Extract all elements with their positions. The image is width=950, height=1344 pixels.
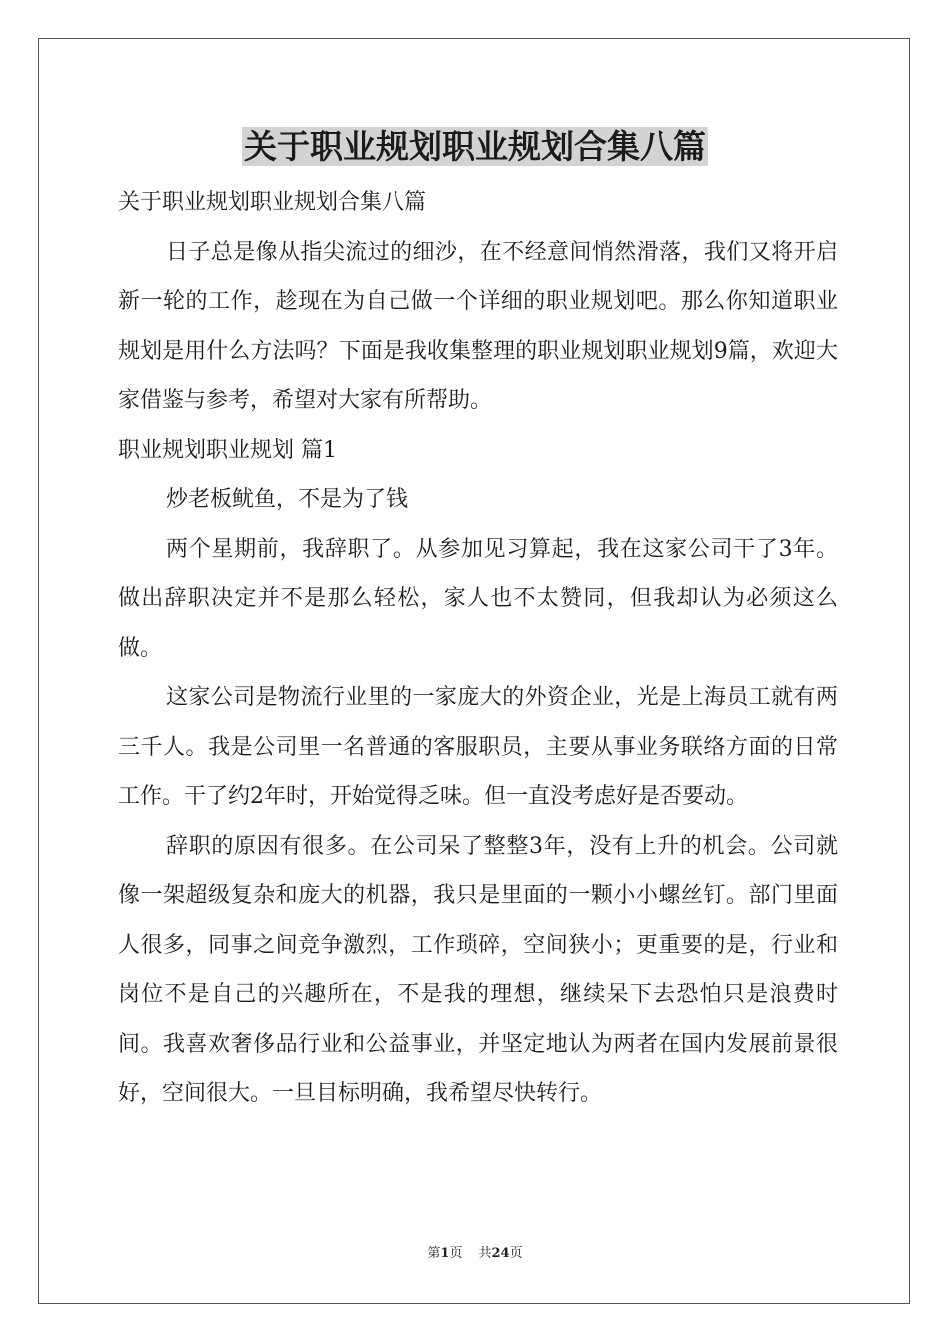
document-body [118, 178, 838, 1119]
page-number: 1 [440, 1246, 450, 1261]
page-suffix: 页 [449, 1246, 463, 1261]
paragraph-subtitle: 关于职业规划职业规划合集八篇 [118, 190, 427, 215]
page-footer [0, 1245, 950, 1263]
page-prefix: 第 [427, 1246, 441, 1261]
total-prefix: 共 [478, 1246, 492, 1261]
paragraph: 辞职的原因有很多。在公司呆了整整3年，没有上升的机会。公司就像一架超级复杂和庞大的机器，我只是里面的一颗小小螺丝钉。部门里面人很多，同事之间竞争激烈，工作琐碎，空间狭小；更重要的是，行业和岗位不是自己的兴趣所在，不是我的理想，继续呆下去恐怕只是浪费时间。我喜欢奢侈品行业和公益事业，并坚定地认为两者在国内发展前景很好，空间很大。一旦目标明确，我希望尽快转行。 [118, 833, 838, 1106]
document-title [0, 122, 950, 172]
section-heading: 职业规划职业规划 篇1 [118, 437, 337, 463]
paragraph-intro: 日子总是像从指尖流过的细沙，在不经意间悄然滑落，我们又将开启新一轮的工作，趁现在为自己做一个详细的职业规划吧。那么你知道职业规划是用什么方法吗？下面是我收集整理的职业规划职业规划9篇，欢迎大家借鉴与参考，希望对大家有所帮助。 [118, 239, 838, 413]
page-total: 24 [491, 1246, 510, 1261]
paragraph: 两个星期前，我辞职了。从参加见习算起，我在这家公司干了3年。做出辞职决定并不是那么轻松，家人也不太赞同，但我却认为必须这么做。 [118, 536, 838, 661]
total-suffix: 页 [509, 1246, 523, 1261]
paragraph: 炒老板鱿鱼，不是为了钱 [166, 487, 409, 512]
document-title-text: 关于职业规划职业规划合集八篇 [244, 127, 706, 166]
paragraph: 这家公司是物流行业里的一家庞大的外资企业，光是上海员工就有两三千人。我是公司里一名普通的客服职员，主要从事业务联络方面的日常工作。干了约2年时，开始觉得乏味。但一直没考虑好是否要动。 [118, 685, 838, 809]
